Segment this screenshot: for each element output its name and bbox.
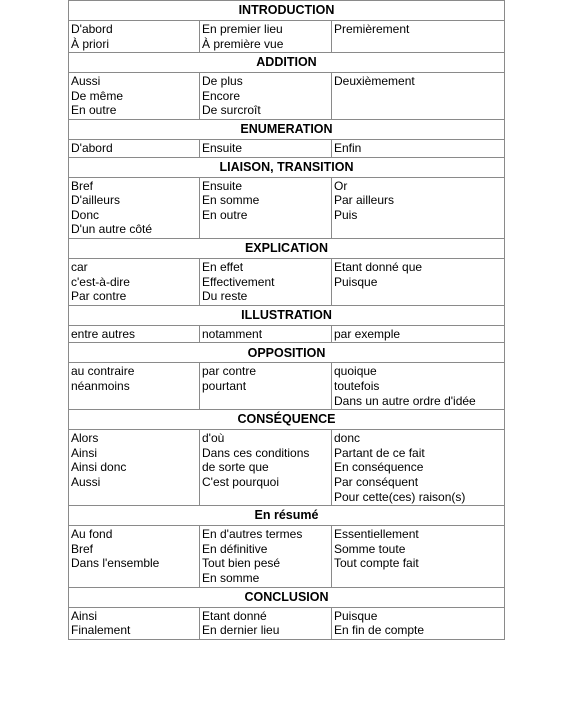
connector-word: Ainsi donc — [71, 460, 127, 475]
connector-cell — [200, 139, 332, 157]
connector-word: Donc — [71, 207, 100, 222]
connector-word: notamment — [202, 326, 263, 341]
section-content-addition — [69, 73, 505, 120]
connector-word: Alors — [71, 431, 99, 446]
section-header-enumeration — [69, 119, 505, 139]
section-header-liaison-transition — [69, 157, 505, 177]
connector-cell — [332, 325, 505, 343]
section-header-en-resume — [69, 506, 505, 526]
connector-word: De même — [71, 88, 124, 103]
connector-word: Aussi — [71, 74, 101, 89]
connector-cell — [332, 607, 505, 639]
section-header-consequence — [69, 410, 505, 430]
connector-word: Dans un autre ordre d'idée — [334, 393, 476, 408]
connector-word: Ainsi — [71, 608, 98, 623]
section-header-illustration — [69, 305, 505, 325]
section-content-explication — [69, 258, 505, 305]
connector-cell — [332, 73, 505, 120]
connector-cell — [200, 21, 332, 53]
section-header-introduction — [69, 1, 505, 21]
connector-word: Ensuite — [202, 178, 243, 193]
table-body — [69, 1, 505, 640]
connector-word: Etant donné — [202, 608, 267, 623]
connector-word: En définitive — [202, 541, 268, 556]
connector-cell — [200, 258, 332, 305]
connector-word: Par conséquent — [334, 474, 419, 489]
section-title: INTRODUCTION — [69, 1, 505, 21]
connector-cell — [200, 607, 332, 639]
section-title: CONCLUSION — [69, 587, 505, 607]
connector-word: En premier lieu — [202, 22, 283, 36]
connector-cell — [200, 73, 332, 120]
connector-cell — [69, 73, 200, 120]
connector-word: néanmoins — [71, 378, 130, 393]
connector-word: Premièrement — [334, 22, 410, 36]
connector-word: toutefois — [334, 378, 380, 393]
section-content-en-resume — [69, 526, 505, 587]
connector-cell — [200, 325, 332, 343]
connector-word: Bref — [71, 178, 94, 193]
connector-word: entre autres — [71, 326, 136, 341]
connector-cell — [200, 430, 332, 506]
section-title: LIAISON, TRANSITION — [69, 157, 505, 177]
connector-word: par contre — [202, 364, 257, 379]
connector-word: Partant de ce fait — [334, 445, 425, 460]
section-content-enumeration — [69, 139, 505, 157]
connector-cell — [69, 258, 200, 305]
connector-word: par exemple — [334, 326, 401, 341]
connector-word: En outre — [202, 207, 248, 222]
connector-word: d'où — [202, 431, 225, 446]
connector-cell — [332, 363, 505, 410]
connector-word: C'est pourquoi — [202, 474, 280, 489]
connector-word: Aussi — [71, 474, 101, 489]
section-content-consequence — [69, 430, 505, 506]
connector-word: Puisque — [334, 274, 378, 289]
connector-word: De surcroît — [202, 103, 261, 118]
section-header-conclusion — [69, 587, 505, 607]
section-content-introduction — [69, 21, 505, 53]
connector-word: Somme toute — [334, 541, 406, 556]
connectors-table — [68, 0, 505, 640]
connector-word: Enfin — [334, 140, 362, 155]
connector-word: Ainsi — [71, 445, 98, 460]
section-content-opposition — [69, 363, 505, 410]
connector-word: Dans ces conditions — [202, 445, 310, 460]
connector-word: Tout bien pesé — [202, 556, 281, 571]
connector-cell — [69, 177, 200, 238]
connector-word: Par contre — [71, 289, 127, 304]
connector-word: De plus — [202, 74, 243, 89]
connector-word: Deuxièmement — [334, 74, 415, 89]
connector-word: c'est-à-dire — [71, 274, 130, 289]
connector-word: En d'autres termes — [202, 527, 303, 542]
connector-word: au contraire — [71, 364, 135, 379]
section-content-illustration — [69, 325, 505, 343]
connector-word: En somme — [202, 193, 260, 208]
connector-cell — [69, 325, 200, 343]
section-content-conclusion — [69, 607, 505, 639]
connector-word: Tout compte fait — [334, 556, 419, 571]
connector-cell — [200, 177, 332, 238]
section-title: En résumé — [69, 506, 505, 526]
section-title: ENUMERATION — [69, 119, 505, 139]
connector-cell — [69, 607, 200, 639]
section-title: ADDITION — [69, 53, 505, 73]
connector-word: Or — [334, 178, 348, 193]
connector-cell — [332, 139, 505, 157]
connector-word: Encore — [202, 88, 241, 103]
connector-word: car — [71, 259, 88, 274]
connector-word: En outre — [71, 103, 117, 118]
connector-word: En fin de compte — [334, 623, 425, 638]
section-title: ILLUSTRATION — [69, 305, 505, 325]
connector-word: D'abord — [71, 140, 113, 155]
connector-word: quoique — [334, 364, 377, 379]
section-header-explication — [69, 238, 505, 258]
connector-word: À priori — [71, 36, 110, 51]
connector-word: Du reste — [202, 289, 248, 304]
connector-cell — [200, 526, 332, 587]
connector-word: Ensuite — [202, 140, 243, 155]
connector-word: D'abord — [71, 22, 113, 36]
connector-cell — [332, 21, 505, 53]
connector-cell — [69, 526, 200, 587]
connector-cell — [69, 139, 200, 157]
connector-word: En effet — [202, 259, 244, 274]
connector-word: Puisque — [334, 608, 378, 623]
connector-cell — [332, 177, 505, 238]
connector-word: Puis — [334, 207, 358, 222]
connector-word: À première vue — [202, 36, 284, 51]
connector-cell — [332, 258, 505, 305]
connector-cell — [69, 21, 200, 53]
connector-word: Par ailleurs — [334, 193, 395, 208]
connector-word: Effectivement — [202, 274, 275, 289]
connector-word: pourtant — [202, 378, 247, 393]
connector-word: Essentiellement — [334, 527, 419, 542]
connector-cell — [200, 363, 332, 410]
connector-word: D'un autre côté — [71, 222, 153, 237]
connector-cell — [332, 526, 505, 587]
connector-word: En dernier lieu — [202, 623, 280, 638]
section-title: EXPLICATION — [69, 238, 505, 258]
connector-cell — [69, 363, 200, 410]
connector-word: donc — [334, 431, 361, 446]
connector-word: Bref — [71, 541, 94, 556]
connector-word: Finalement — [71, 623, 131, 638]
connector-word: Au fond — [71, 527, 113, 542]
connector-word: En conséquence — [334, 460, 424, 475]
connector-word: En somme — [202, 570, 260, 585]
connector-word: Dans l'ensemble — [71, 556, 160, 571]
section-content-liaison-transition — [69, 177, 505, 238]
connector-word: Etant donné que — [334, 259, 423, 274]
section-header-opposition — [69, 343, 505, 363]
section-header-addition — [69, 53, 505, 73]
connector-word: D'ailleurs — [71, 193, 120, 208]
section-title: OPPOSITION — [69, 343, 505, 363]
connector-word: de sorte que — [202, 460, 269, 475]
section-title: CONSÉQUENCE — [69, 410, 505, 430]
connector-cell — [332, 430, 505, 506]
connector-word: Pour cette(ces) raison(s) — [334, 489, 466, 504]
connector-cell — [69, 430, 200, 506]
